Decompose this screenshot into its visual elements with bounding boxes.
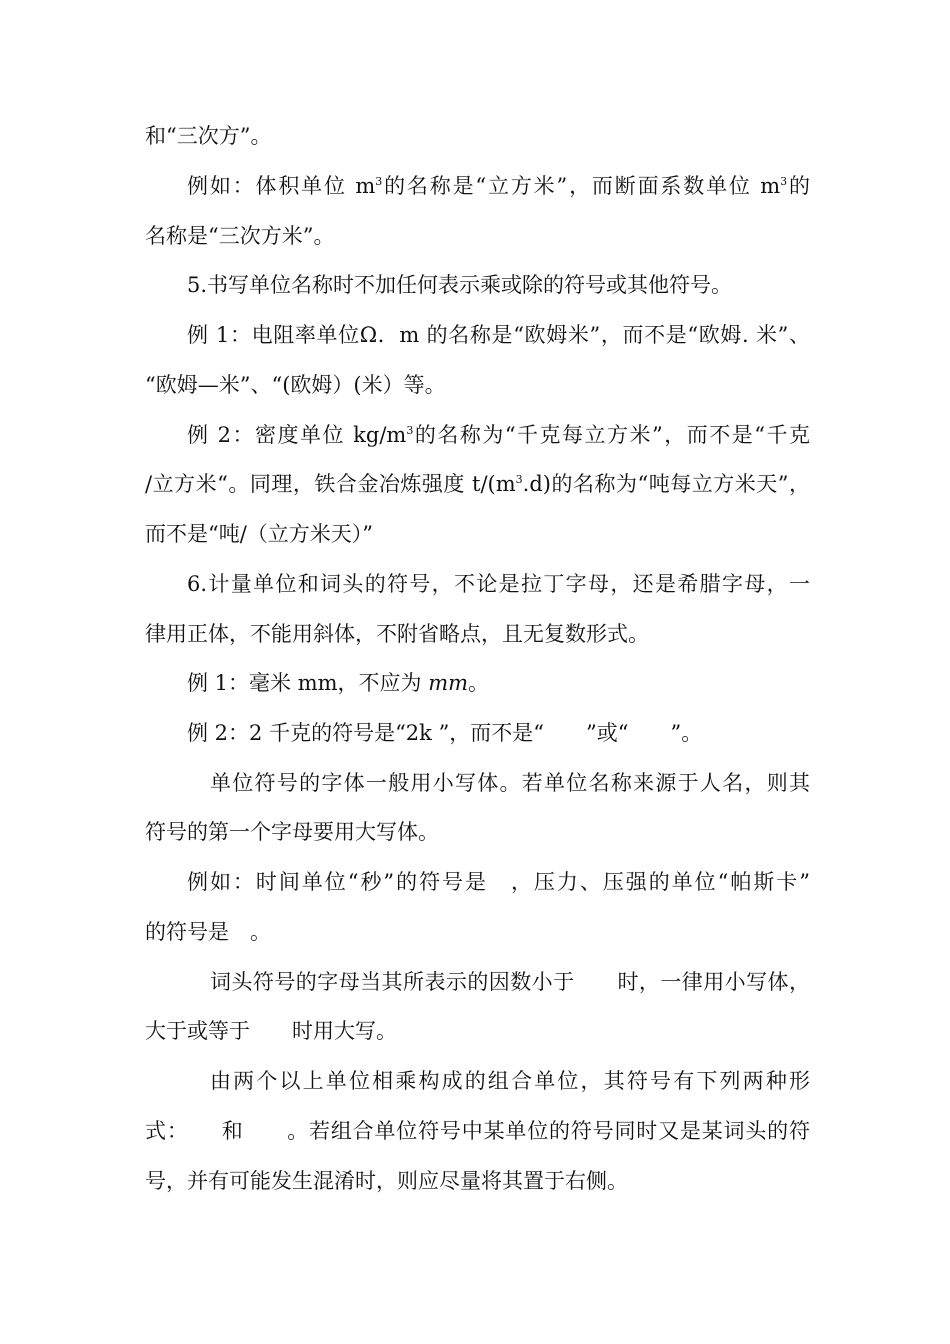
- paragraph-line: 词头符号的字母当其所表示的因数小于 时，一律用小写体，: [210, 970, 810, 994]
- example-line: [187, 668, 810, 698]
- text-run: 例 1：毫米 mm，不应为: [187, 671, 429, 695]
- example-line: [187, 420, 810, 450]
- paragraph-line: 号，并有可能发生混淆时，则应尽量将其置于右侧。: [145, 1169, 628, 1193]
- text-run: 的: [787, 174, 811, 198]
- paragraph-line: 名称是“三次方米”。: [145, 224, 335, 248]
- paragraph-line: 的符号是 。: [145, 920, 271, 944]
- text-run: 例 2：密度单位 kg/m: [187, 423, 407, 447]
- text-run: .d)的名称为“吨每立方米天”，: [522, 472, 810, 496]
- rule-heading: 5.书写单位名称时不加任何表示乘或除的符号或其他符号。: [187, 273, 733, 297]
- paragraph-line: 和“三次方”。: [145, 124, 272, 148]
- rule-heading: 6.计量单位和词头的符号，不论是拉丁字母，还是希腊字母，一: [187, 572, 810, 596]
- example-line: [187, 171, 810, 201]
- superscript: 3: [515, 473, 523, 486]
- text-run: /立方米“。同理，铁合金冶炼强度 t/(m: [145, 472, 516, 496]
- paragraph-line: 符号的第一个字母要用大写体。: [145, 820, 439, 844]
- text-run: 的名称为“千克每立方米”，而不是“千克: [413, 423, 810, 447]
- example-line: 例如：时间单位“秒”的符号是 ，压力、压强的单位“帕斯卡”: [187, 870, 810, 894]
- superscript: 3: [406, 424, 414, 437]
- text-run: 的名称是“立方米”，而断面系数单位 m: [382, 174, 781, 198]
- paragraph-line: 由两个以上单位相乘构成的组合单位，其符号有下列两种形: [210, 1069, 810, 1093]
- paragraph-line: 大于或等于 时用大写。: [145, 1019, 397, 1043]
- example-line: 例 2：2 千克的符号是“2k ”，而不是“ ”或“ ”。: [187, 721, 703, 745]
- superscript: 3: [375, 175, 383, 188]
- paragraph-line: “欧姆—米”、“(欧姆）(米）等。: [145, 373, 446, 397]
- italic-text: mm: [428, 671, 469, 695]
- paragraph-line: 式： 和 。若组合单位符号中某单位的符号同时又是某词头的符: [145, 1119, 810, 1143]
- paragraph-line: 单位符号的字体一般用小写体。若单位名称来源于人名，则其: [210, 771, 810, 795]
- text-run: 。: [468, 671, 490, 695]
- example-line: 例 1：电阻率单位Ω．m 的名称是“欧姆米”，而不是“欧姆. 米”、: [187, 323, 810, 347]
- paragraph-line: [145, 469, 810, 499]
- paragraph-line: 律用正体，不能用斜体，不附省略点，且无复数形式。: [145, 622, 649, 646]
- paragraph-line: 而不是“吨/（立方米天）”: [145, 522, 374, 546]
- superscript: 3: [780, 175, 788, 188]
- text-run: 例如：体积单位 m: [187, 174, 376, 198]
